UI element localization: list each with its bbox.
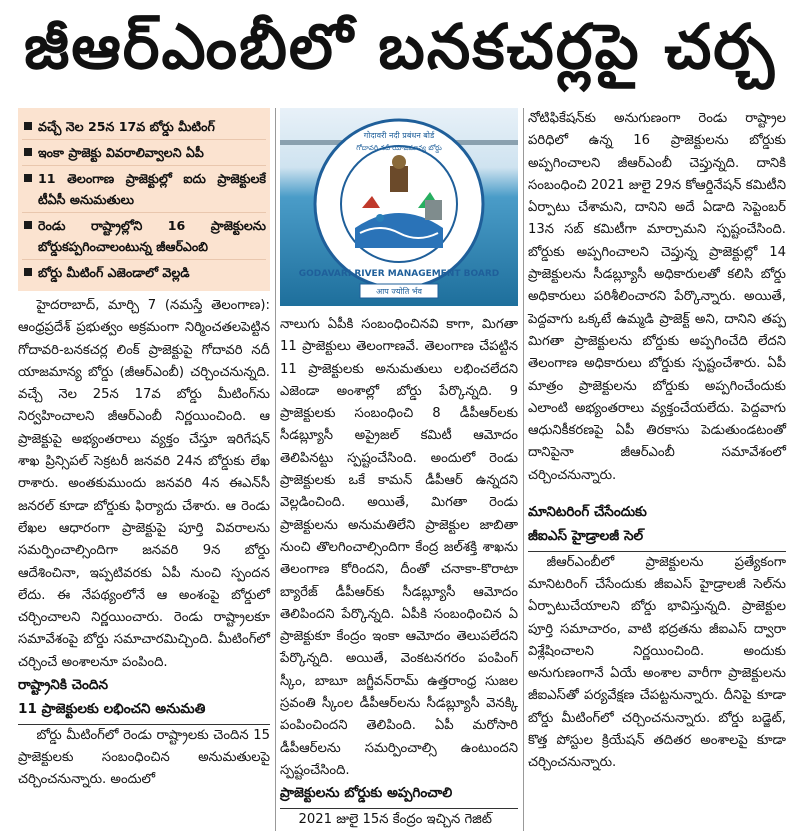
lead-paragraph: హైదరాబాద్, మార్చి 7 (నమస్తే తెలంగాణ): ఆంధ్రప్రదేశ్ ప్రభుత్వం అక్రమంగా నిర్మించతలపెట్టిన గోదావరి-బనకచర్ల లింక్ ప్రాజెక్టుపై గోదావరి నదీ యాజమాన్య బోర్డు (జీఆర్ఎంబీ) చర్చించనున్నది. వచ్చే నెల 25న 17వ బోర్డు మీటింగ్‌ను నిర్వహించాలని జీఆర్ఎంబీ నిర్ణయించింది. ఆ ప్రాజెక్టుపై అభ్యంతరాలు వ్యక్తం చేస్తూ ఇరిగేషన్ శాఖ ప్రిన్సిపల్ సెక్రటరీ జనవరి 24న బోర్డుకు లేఖ రాశారు. అంతకుముందు జనవరి 4న ఈఎన్‌సీ జనరల్ కూడా బోర్డుకు ఫిర్యాదు చేశారు. ఆ రెండు లేఖల ఆధారంగా ప్రాజెక్టుపై పూర్తి వివరాలను సమర్పించాల్సిందిగా జనవరి 9న బోర్డు ఆదేశించినా, ఇప్పటివరకు ఏపీ నుంచి స్పందన లేదు. ఈ నేపథ్యంలోనే ఆ అంశంపై బోర్డులో చర్చించాలని నిర్ణయించారు. రెండు రాష్ట్రాలకూ సమావేశంపై బోర్డు సమాచారమిచ్చింది. మీటింగ్‌లో చర్చించే అంశాలనూ పంపింది. [18, 298, 270, 670]
logo-hindi-text: गोदावरी नदी प्रबंधन बोर्ड [363, 131, 435, 140]
column-3 [528, 108, 786, 831]
column-divider [275, 108, 276, 831]
subheading: 11 ప్రాజెక్టులకు లభించని అనుమతి [18, 698, 270, 724]
column-1 [18, 108, 270, 831]
bullet-icon [24, 174, 32, 182]
paragraph: జీఆర్ఎంబీలో ప్రాజెక్టులను ప్రత్యేకంగా మానిటరింగ్ చేసేందుకు జీఐఎస్ హైడ్రాలజీ సెల్‌ను ఏర్పాటుచేయాలని బోర్డు భావిస్తున్నది. ప్రాజెక్టుల పూర్తి సమాచారం, వాటి భద్రతను జీఐఎస్ ద్వారా విశ్లేషించాలని నిర్ణయించింది. అందుకు అనుగుణంగానే ఏయే అంశాల వారీగా ప్రాజెక్టులను జీఐఎస్‌తో పర్యవేక్షణ చేపట్టనున్నారు. దీనిపై కూడా బోర్డు మీటింగ్‌లో చర్చించనున్నారు. బోర్డు బడ్జెట్, కొత్త పోస్టుల క్రియేషన్ తదితర అంశాలపై కూడా చర్చించనున్నారు. [528, 554, 786, 771]
board-logo-photo [280, 108, 518, 306]
highlight-item: 11 తెలంగాణ ప్రాజెక్టుల్లో ఐదు ప్రాజెక్టులకే టీఏసీ అనుమతులు [22, 166, 266, 213]
bullet-icon [24, 221, 32, 229]
logo-motto: आप ज्योति र्भव [376, 287, 422, 296]
bullet-icon [24, 148, 32, 156]
highlight-item: ఇంకా ప్రాజెక్టు వివరాలివ్వాలని ఏపీ [22, 140, 266, 166]
paragraph: 2021 జులై 15న కేంద్రం ఇచ్చిన గెజిట్ [298, 811, 492, 827]
highlight-item: వచ్చే నెల 25న 17వ బోర్డు మీటింగ్ [22, 114, 266, 140]
column-divider [523, 108, 524, 831]
highlight-item: బోర్డు మీటింగ్ ఎజెండాలో వెల్లడి [22, 260, 266, 285]
logo-english-text: GODAVARI RIVER MANAGEMENT BOARD [298, 269, 500, 279]
logo-telugu-text: గోదావరి నదీ యాజమాన్య బోర్డు [356, 144, 442, 152]
bullet-icon [24, 268, 32, 276]
highlight-item: రెండు రాష్ట్రాల్లోని 16 ప్రాజెక్టులను బోర్డుకప్పగించాలంటున్న జీఆర్ఎంబి [22, 213, 266, 260]
bullet-icon [24, 122, 32, 130]
subheading: రాష్ట్రానికి చెందిన [18, 677, 109, 694]
subheading: మానిటరింగ్ చేసేందుకు [528, 504, 647, 521]
subheading: ప్రాజెక్టులను బోర్డుకు అప్పగించాలి [280, 782, 518, 808]
paragraph: బోర్డు మీటింగ్‌లో రెండు రాష్ట్రాలకు చెందిన 15 ప్రాజెక్టులకు సంబంధించిన అనుమతులపై చర్చించనున్నారు. అందులో [18, 727, 270, 788]
subheading: జీఐఎస్ హైడ్రాలజీ సెల్ [528, 525, 786, 551]
paragraph: నోటిఫికేషన్‌కు అనుగుణంగా రెండు రాష్ట్రాల పరిధిలో ఉన్న 16 ప్రాజెక్టులను బోర్డుకు అప్పగించాలని జీఆర్ఎంబీ చెప్తున్నది. దానికి సంబంధించి 2021 జులై 29న కోఆర్డినేషన్ కమిటీని ఏర్పాటు చేశామని, దానిని అదే ఏడాది సెప్టెంబర్ 13న సబ్ కమిటీగా మార్చామని స్పష్టంచేసింది. బోర్డుకు అప్పగించాలని చెప్తున్న ప్రాజెక్టుల్లో 14 ప్రాజెక్టులను సీడబ్ల్యూసీ అధికారులతో కలిసి బోర్డు అధికారులు పరిశీలించారని పేర్కొన్నారు. అయితే, పెద్దవాగు ఒక్కటే ఉమ్మడి ప్రాజెక్ట్ అని, దానిని తప్ప మిగతా ప్రాజెక్టులను బోర్డుకు అప్పగించేది లేదని తెలంగాణ అధికారులు బోర్డుకు స్పష్టంచేశారు. ఏపీ మాత్రం ప్రాజెక్టులను బోర్డుకు అప్పగించేందుకు ఎలాంటి అభ్యంతరాలు వ్యక్తంచేయలేదు. పెద్దవాగు ఆధునికీకరణపై ఏపీ తిరకాసు పెడుతుండటంతో దానిపైనా జీఆర్ఎంబీ సమావేశంలో చర్చించనున్నారు. [528, 111, 786, 483]
headline: జీఆర్ఎంబీలో బనకచర్లపై చర్చ [23, 10, 777, 83]
column-2 [280, 108, 518, 831]
highlights-box [18, 108, 270, 291]
paragraph: నాలుగు ఏపీకి సంబంధించినవి కాగా, మిగతా 11 ప్రాజెక్టులు తెలంగాణవే. తెలంగాణ చేపట్టిన 11 ప్రాజెక్టులకు అనుమతులు లభించలేదని ఎజెండా అంశాల్లో బోర్డు పేర్కొన్నది. 9 ప్రాజెక్టులకు సంబంధించి 8 డీపీఆర్‌లకు సీడబ్ల్యూసీ అప్రైజల్ కమిటీ ఆమోదం తెలిపినట్టు స్పష్టంచేసింది. అందులో రెండు ప్రాజెక్టులకు ఒకే కామన్ డీపీఆర్ ఉన్నదని వెల్లడించింది. అయితే, మిగతా రెండు ప్రాజెక్టులను అనుమతిలేని ప్రాజెక్టుల జాబితా నుంచి తొలగించాల్సిందిగా కేంద్ర జల్‌శక్తి శాఖను తెలంగాణ కోరిందని, దీంతో చనాకా-కొరాటా బ్యారేజ్ డీపీఆర్‌కు సీడబ్ల్యూసీ ఆమోదం తెలిపిందని పేర్కొన్నది. ఏపీకి సంబంధించిన ఏ ప్రాజెక్టుకూ కేంద్రం ఇంకా ఆమోదం తెలుపలేదని పేర్కొన్నది. అయితే, వెంకటనగరం పంపింగ్ స్కీం, బాబూ జగ్జీవన్‌రామ్ ఉత్తరాంధ్ర సుజల స్రవంతి స్కీంల డీపీఆర్‌లను సీడబ్ల్యూసీ వెనక్కి పంపించిందని తెలిపింది. ఏపీ మరోసారి డీపీఆర్‌లను సమర్పించాల్సి ఉంటుందని స్పష్టంచేసింది. [280, 317, 518, 778]
godavari-board-logo [280, 108, 518, 306]
